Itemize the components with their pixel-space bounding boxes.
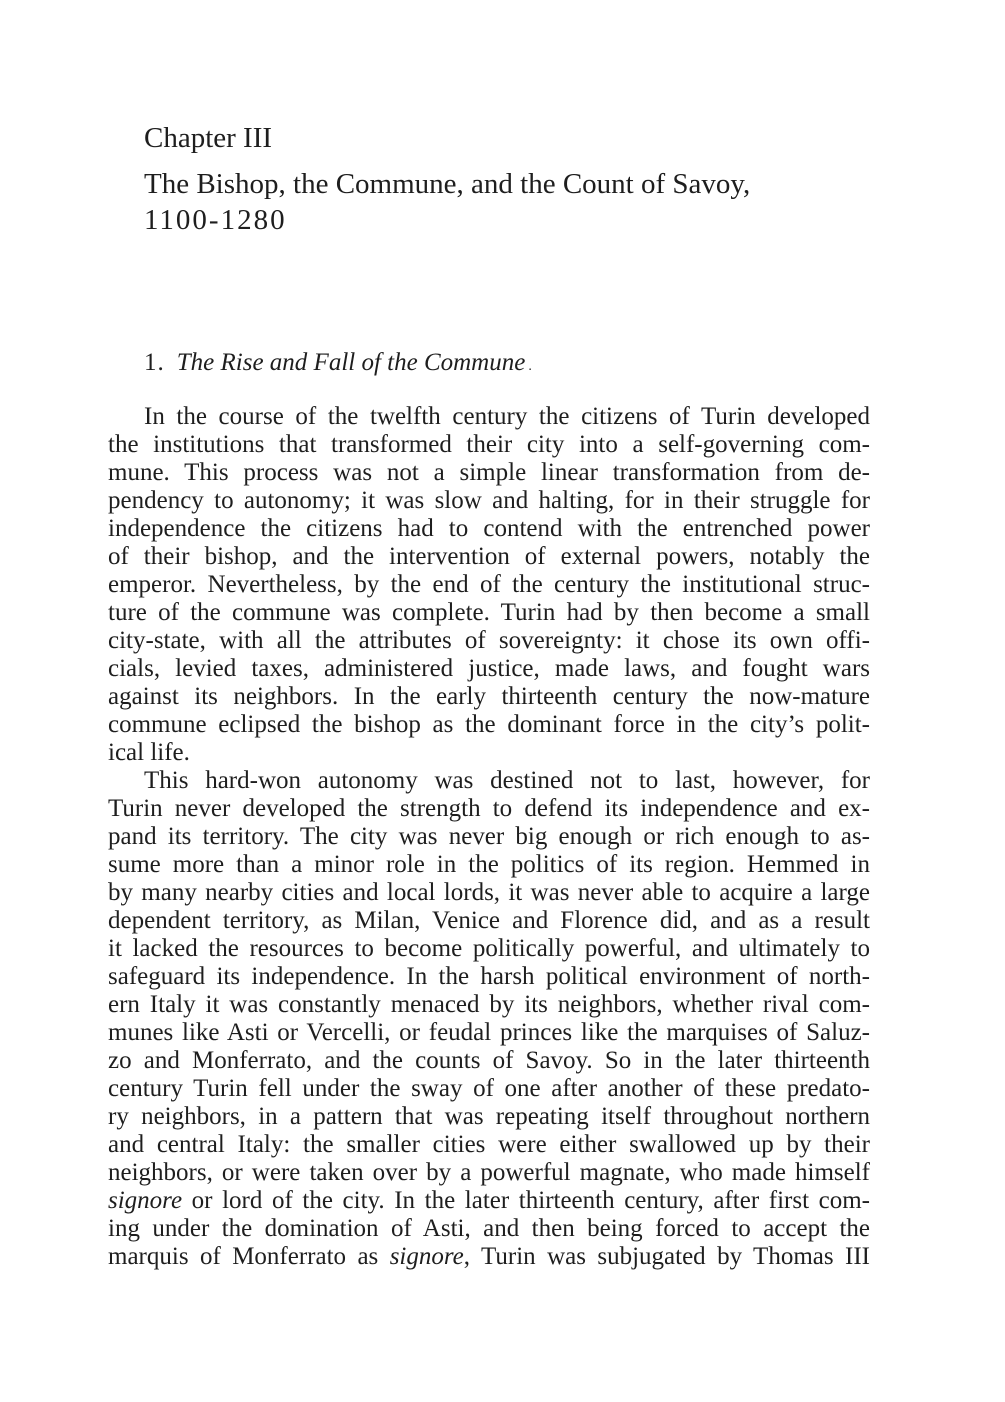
chapter-title-dates: 1100-1280 bbox=[144, 204, 287, 236]
chapter-label-text: Chapter III bbox=[144, 122, 273, 154]
text-line: the institutions that transformed their city into a self-governing com- bbox=[108, 431, 870, 458]
text-line: neighbors, or were taken over by a powerful magnate, who made himself bbox=[108, 1159, 870, 1186]
text-line: against its neighbors. In the early thirteenth century the now-mature bbox=[108, 683, 870, 710]
text-line: ical life. bbox=[108, 739, 190, 766]
text-line bbox=[108, 1243, 870, 1271]
text-line: independence the citizens had to contend with the entrenched power bbox=[108, 515, 870, 542]
text-line: ern Italy it was constantly menaced by its neighbors, whether rival com- bbox=[108, 991, 870, 1018]
text-line: This hard-won autonomy was destined not to last, however, for bbox=[144, 767, 870, 794]
text-line: Turin never developed the strength to defend its independence and ex- bbox=[108, 795, 870, 822]
text-line: pand its territory. The city was never big enough or rich enough to as- bbox=[108, 823, 870, 850]
text-line: munes like Asti or Vercelli, or feudal princes like the marquises of Saluz- bbox=[108, 1019, 870, 1046]
section-heading bbox=[144, 347, 532, 383]
text-line bbox=[108, 1187, 870, 1215]
text-line: zo and Monferrato, and the counts of Savoy. So in the later thirteenth bbox=[108, 1047, 870, 1074]
text-fragment: or lord of the city. In the later thirteenth century, after first com- bbox=[182, 1187, 870, 1214]
text-fragment: , Turin was subjugated by Thomas III bbox=[463, 1243, 870, 1270]
section-title-period: . bbox=[528, 359, 532, 374]
chapter-label bbox=[144, 120, 272, 156]
text-line: ture of the commune was complete. Turin had by then become a small bbox=[108, 599, 870, 626]
chapter-title-line-1: The Bishop, the Commune, and the Count of Savoy, bbox=[144, 168, 751, 200]
section-title: The Rise and Fall of the Commune bbox=[176, 349, 526, 376]
text-line: pendency to autonomy; it was slow and halting, for in their struggle for bbox=[108, 487, 870, 514]
text-line: of their bishop, and the intervention of external powers, notably the bbox=[108, 543, 870, 570]
text-line: century Turin fell under the sway of one after another of these predato- bbox=[108, 1075, 870, 1102]
text-line: ry neighbors, in a pattern that was repeating itself throughout northern bbox=[108, 1103, 870, 1130]
text-line: In the course of the twelfth century the citizens of Turin developed bbox=[144, 403, 870, 430]
chapter-title bbox=[144, 166, 844, 238]
text-line: sume more than a minor role in the politics of its region. Hemmed in bbox=[108, 851, 870, 878]
text-line: safeguard its independence. In the harsh political environment of north- bbox=[108, 963, 870, 990]
text-line: and central Italy: the smaller cities were either swallowed up by their bbox=[108, 1131, 870, 1158]
text-line: by many nearby cities and local lords, it was never able to acquire a large bbox=[108, 879, 870, 906]
text-line: commune eclipsed the bishop as the dominant force in the city’s polit- bbox=[108, 711, 870, 738]
italic-signore: signore bbox=[108, 1187, 183, 1214]
text-line: emperor. Nevertheless, by the end of the century the institutional struc- bbox=[108, 571, 870, 598]
text-line: cials, levied taxes, administered justice, made laws, and fought wars bbox=[108, 655, 870, 682]
body-text bbox=[108, 403, 870, 1271]
text-line: it lacked the resources to become politically powerful, and ultimately to bbox=[108, 935, 870, 962]
text-line: dependent territory, as Milan, Venice and Florence did, and as a result bbox=[108, 907, 870, 934]
text-line: ing under the domination of Asti, and then being forced to accept the bbox=[108, 1215, 870, 1242]
text-line: mune. This process was not a simple linear transformation from de- bbox=[108, 459, 870, 486]
section-number: 1. bbox=[144, 349, 165, 376]
text-line: city-state, with all the attributes of sovereignty: it chose its own offi- bbox=[108, 627, 870, 654]
italic-signore: signore bbox=[389, 1243, 464, 1270]
text-fragment: marquis of Monferrato as bbox=[108, 1243, 390, 1270]
